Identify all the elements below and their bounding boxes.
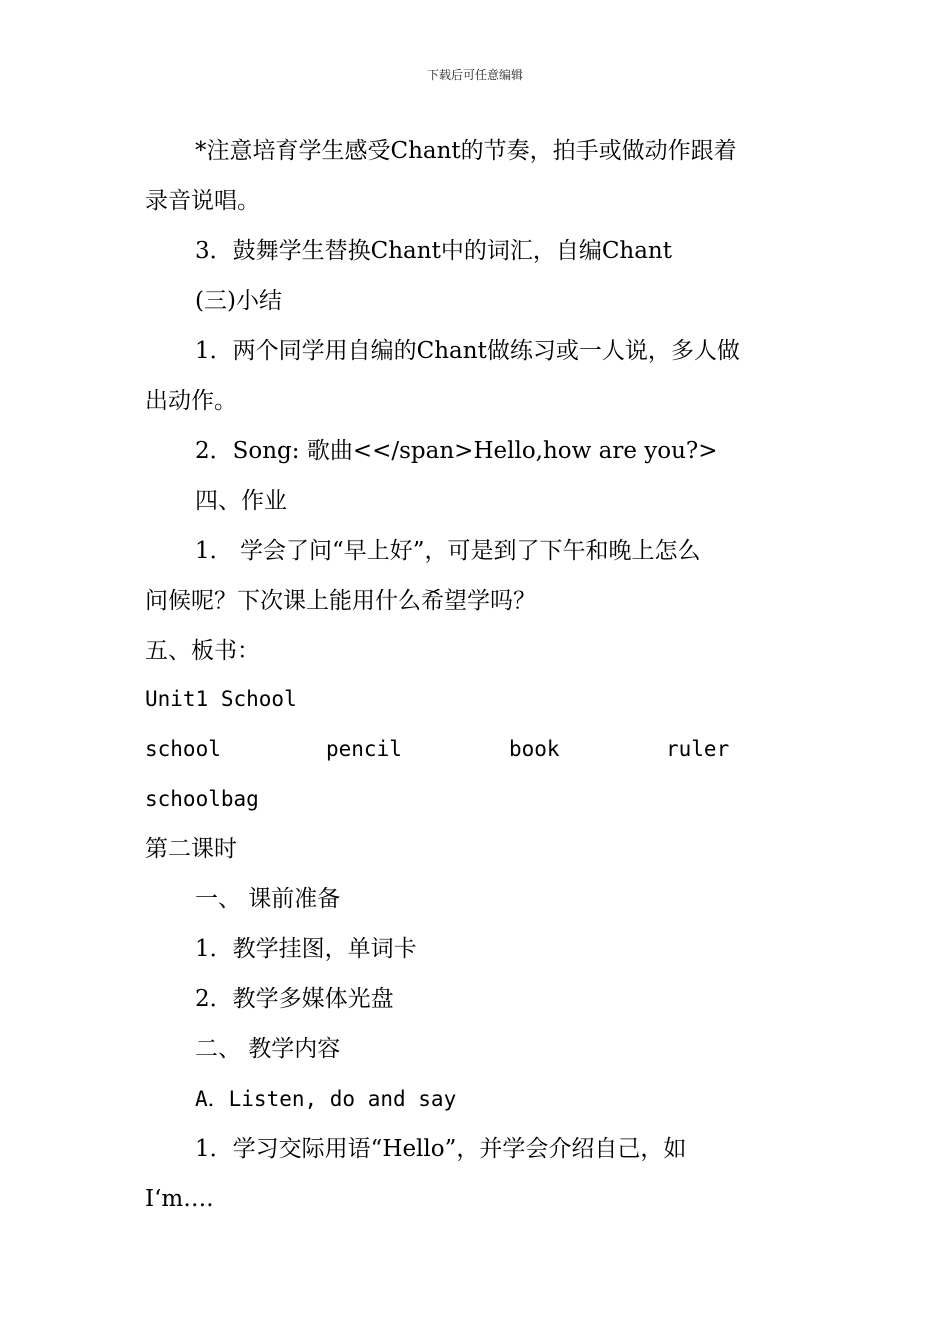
board-title: Unit1 School [145,687,297,711]
section-heading: 五、板书： [145,638,260,664]
section-heading: 一、 课前准备 [195,886,341,912]
paragraph-line: 1．两个同学用自编的Chant做练习或一人说，多人做 [195,338,740,364]
paragraph-line: 问候呢？下次课上能用什么希望学吗？ [145,588,536,614]
paragraph-line: 2．教学多媒体光盘 [195,986,394,1012]
section-heading: 四、作业 [195,488,287,514]
paragraph-line: 1． 学会了问“早上好”，可是到了下午和晚上怎么 [195,538,701,564]
paragraph-line: 出动作。 [145,388,237,414]
vocab-word: ruler [666,737,730,761]
vocab-word: book [509,737,560,761]
paragraph-line: 录音说唱。 [145,188,260,214]
paragraph-line: 3．鼓舞学生替换Chant中的词汇，自编Chant [195,238,672,264]
paragraph-line: *注意培育学生感受Chant的节奏，拍手或做动作跟着 [195,138,737,164]
paragraph-line: I‘m…. [145,1186,214,1212]
paragraph-line: 1．教学挂图，单词卡 [195,936,417,962]
header-note: 下载后可任意编辑 [426,68,523,82]
vocab-word: schoolbag [145,787,259,811]
vocab-word: pencil [326,737,402,761]
paragraph-line: 1．学习交际用语“Hello”，并学会介绍自己，如 [195,1136,687,1162]
paragraph-line: A．Listen, do and say [195,1087,457,1111]
section-heading: 二、 教学内容 [195,1036,341,1062]
section-heading: 第二课时 [145,836,237,862]
vocab-word: school [145,737,221,761]
section-heading: (三)小结 [195,288,282,314]
paragraph-line: 2．Song: 歌曲<</span>Hello,how are you?> [195,438,718,464]
vocabulary-row [145,734,805,764]
